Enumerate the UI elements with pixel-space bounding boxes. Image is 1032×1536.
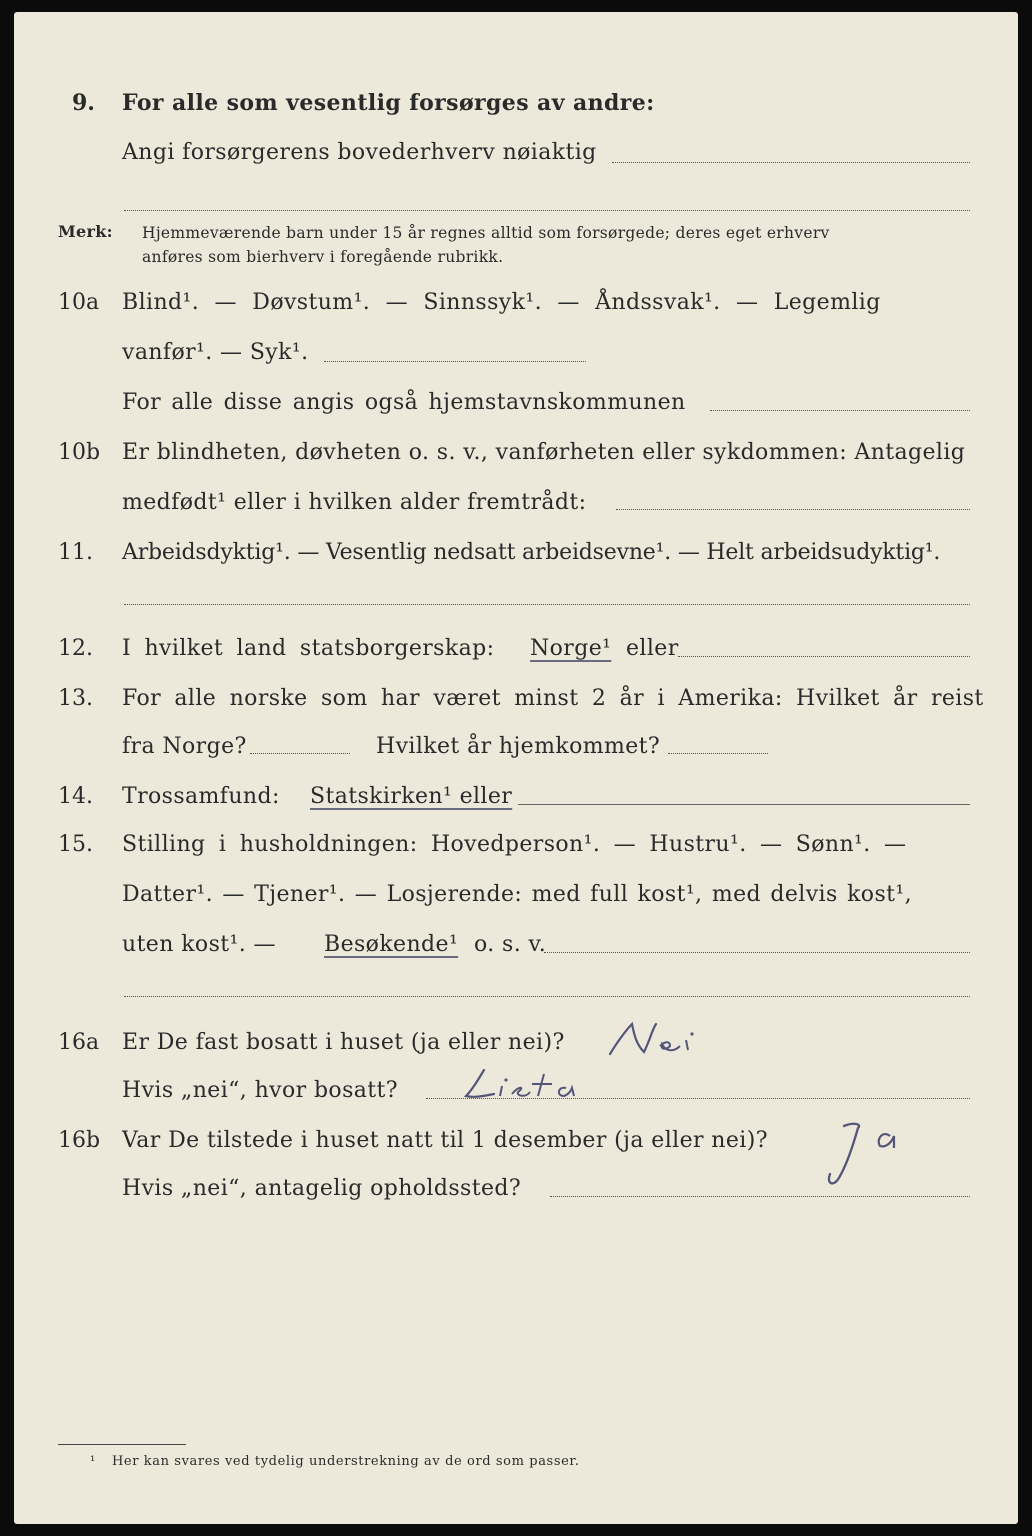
question-13-line-2b: Hvilket år hjemkommet? [376, 734, 661, 759]
question-9-number: 9. [72, 90, 95, 116]
census-form-page [14, 12, 1018, 1524]
question-16a-handwritten-answer-nei [604, 1020, 714, 1060]
question-12-suffix: eller [626, 636, 679, 661]
question-12-number: 12. [58, 636, 93, 661]
question-10a-hometown-field[interactable] [710, 410, 970, 411]
question-10a-line-3: For alle disse angis også hjemstavnskommunen [122, 390, 686, 415]
question-16a-line-1: Er De fast bosatt i huset (ja eller nei)? [122, 1030, 565, 1055]
question-16b-line-1: Var De tilstede i huset natt til 1 desember (ja eller nei)? [122, 1128, 768, 1153]
question-10b-answer-field[interactable] [616, 509, 970, 510]
question-14-option-statskirken[interactable]: Statskirken¹ eller [310, 784, 513, 809]
question-14-prefix: Trossamfund: [122, 784, 280, 809]
question-16a-line-2: Hvis „nei“, hvor bosatt? [122, 1078, 398, 1103]
question-10a-line-2: vanfør¹. — Syk¹. [122, 340, 309, 365]
question-15-line-3a: uten kost¹. — [122, 932, 276, 957]
question-10b-line-2: medfødt¹ eller i hvilken alder fremtrådt: [122, 490, 587, 515]
question-12-prefix: I hvilket land statsborgerskap: [122, 636, 495, 661]
merk-line-1: Hjemmeværende barn under 15 år regnes alltid som forsørgede; deres eget erhverv [142, 224, 830, 242]
question-15-line-2: Datter¹. — Tjener¹. — Losjerende: med full kost¹, med delvis kost¹, [122, 882, 912, 907]
question-12-answer-field[interactable] [678, 656, 970, 657]
question-15-option-besokende[interactable]: Besøkende¹ [324, 932, 459, 957]
footnote-mark: ¹ [90, 1454, 96, 1469]
question-13-departure-year-field[interactable] [250, 753, 350, 754]
question-16b-line-2: Hvis „nei“, antagelig opholdssted? [122, 1176, 522, 1201]
question-14-answer-field[interactable] [518, 804, 970, 805]
question-15-line-1: Stilling i husholdningen: Hovedperson¹. — Hustru¹. — Sønn¹. — [122, 832, 907, 857]
question-16a-handwritten-answer-lista [454, 1064, 614, 1104]
question-11-answer-field[interactable] [124, 604, 970, 605]
question-16b-handwritten-answer-ja [814, 1118, 924, 1194]
question-13-number: 13. [58, 686, 93, 711]
question-12-option-norge[interactable]: Norge¹ [530, 636, 612, 661]
question-15-line-3c: o. s. v. [474, 932, 547, 957]
question-15-answer-field-2[interactable] [124, 996, 970, 997]
question-9-answer-field-2[interactable] [124, 210, 970, 211]
question-15-number: 15. [58, 832, 93, 857]
question-10a-answer-field[interactable] [324, 361, 586, 362]
question-10b-line-1: Er blindheten, døvheten o. s. v., vanførheten eller sykdommen: Antagelig [122, 440, 966, 465]
question-11-line-1: Arbeidsdyktig¹. — Vesentlig nedsatt arbeidsevne¹. — Helt arbeidsudyktig¹. [122, 540, 941, 565]
footnote-text: Her kan svares ved tydelig understrekning av de ord som passer. [112, 1454, 580, 1469]
merk-line-2: anføres som bierhverv i foregående rubrikk. [142, 248, 504, 266]
merk-label: Merk: [58, 222, 113, 241]
question-13-line-1: For alle norske som har været minst 2 år i Amerika: Hvilket år reist [122, 686, 984, 711]
question-15-answer-field[interactable] [544, 952, 970, 953]
question-11-number: 11. [58, 540, 93, 565]
question-10b-number: 10b [58, 440, 101, 465]
question-9-line-2: Angi forsørgerens bovederhverv nøiaktig [122, 140, 597, 165]
question-13-return-year-field[interactable] [668, 753, 768, 754]
question-9-answer-field[interactable] [612, 162, 970, 163]
question-13-line-2a: fra Norge? [122, 734, 247, 759]
question-16b-location-field[interactable] [550, 1196, 970, 1197]
question-10a-line-1: Blind¹. — Døvstum¹. — Sinnssyk¹. — Åndssvak¹. — Legemlig [122, 290, 881, 315]
question-9-line-1: For alle som vesentlig forsørges av andre: [122, 90, 655, 116]
question-16a-number: 16a [58, 1030, 100, 1055]
question-16b-number: 16b [58, 1128, 101, 1153]
question-14-number: 14. [58, 784, 93, 809]
question-10a-number: 10a [58, 290, 100, 315]
footnote-rule [58, 1444, 186, 1445]
